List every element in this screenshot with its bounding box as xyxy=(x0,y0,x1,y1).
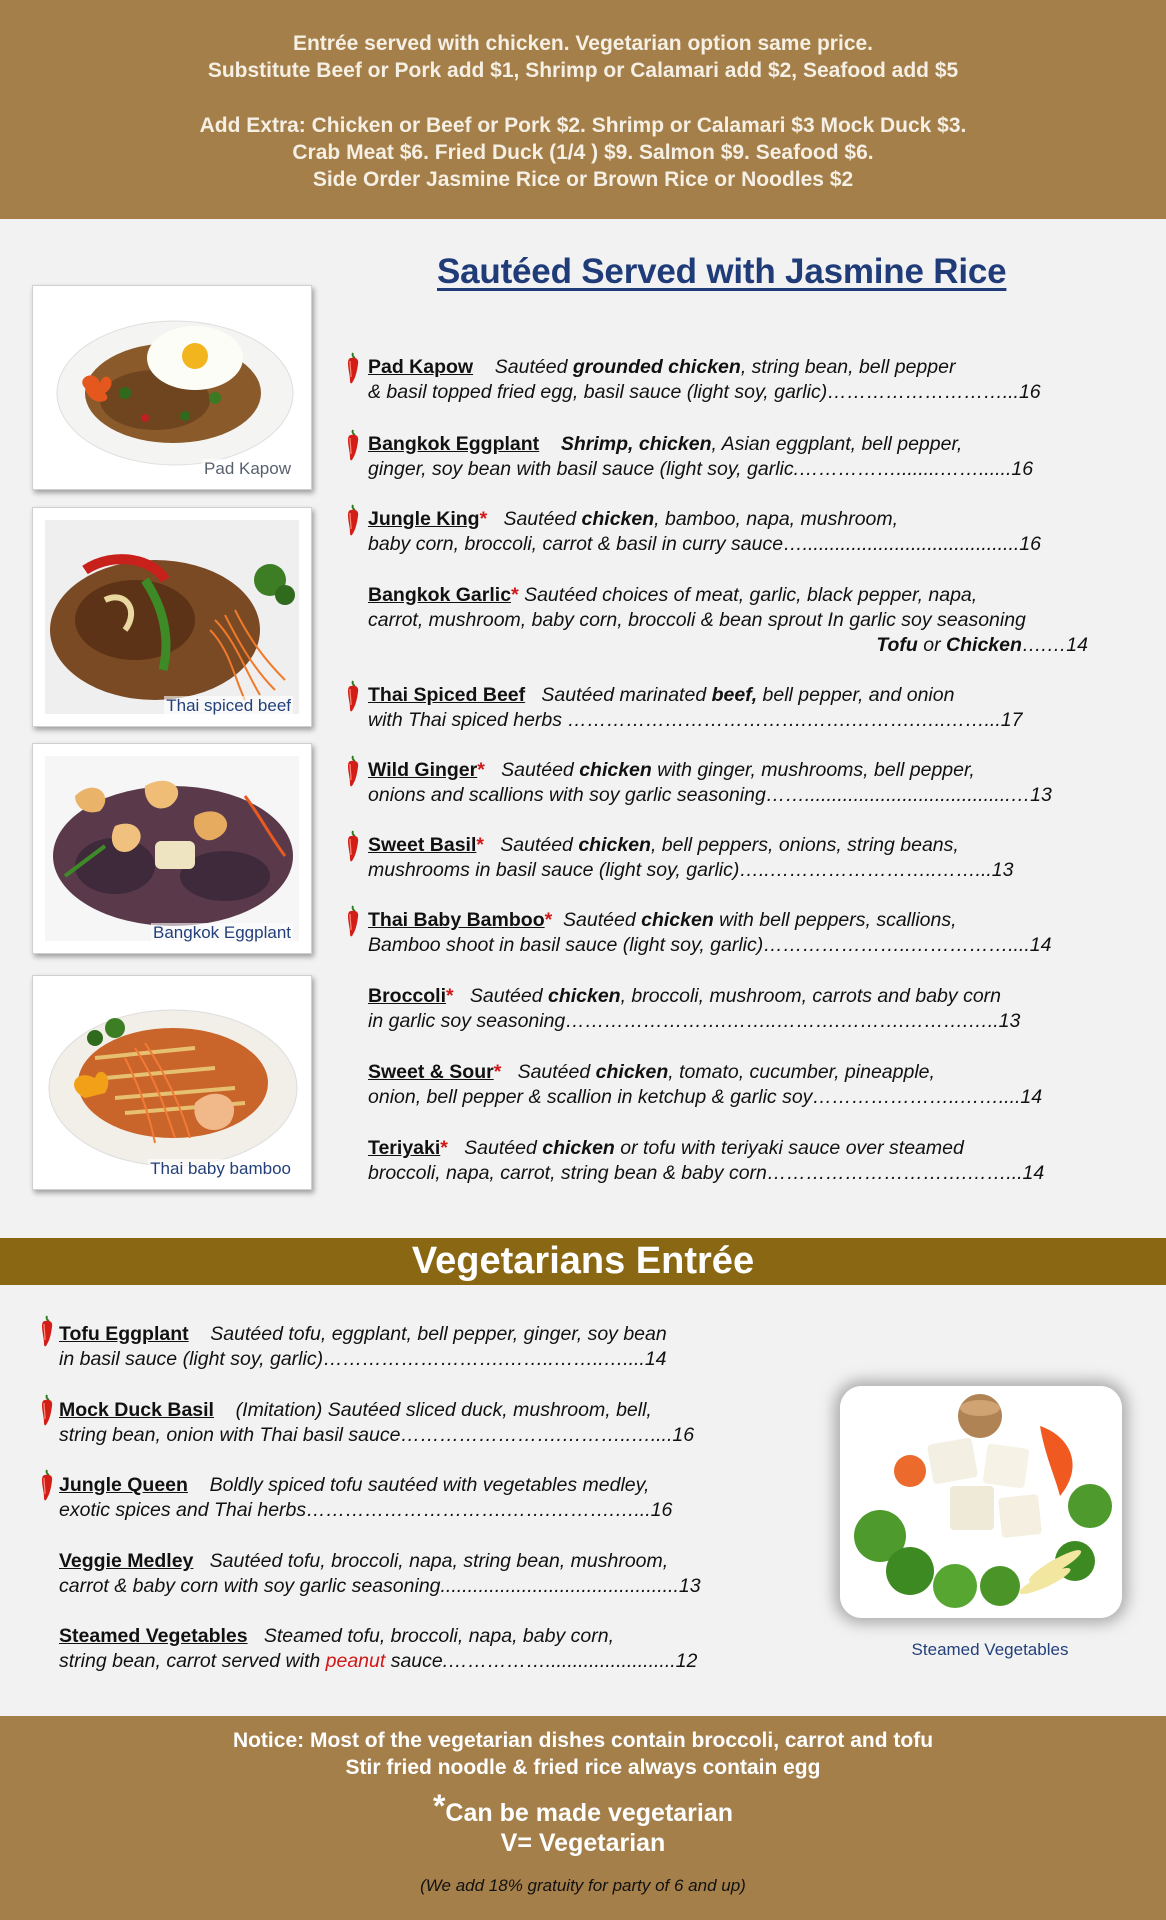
spicy-pepper-icon xyxy=(346,428,362,462)
peanut-highlight: peanut xyxy=(325,1650,386,1672)
item-desc: or tofu with teriyaki sauce over steamed xyxy=(614,1137,964,1159)
veg-item-mock-duck-basil xyxy=(59,1398,694,1448)
item-name: Jungle Queen xyxy=(59,1474,188,1496)
top-banner xyxy=(0,0,1166,219)
menu-item-bangkok-eggplant xyxy=(368,432,1033,482)
item-desc: , Asian eggplant, bell pepper, xyxy=(711,433,963,455)
photo-thai-baby-bamboo xyxy=(32,975,312,1190)
spicy-pepper-icon xyxy=(346,904,362,938)
item-desc-line2 xyxy=(59,1649,697,1674)
photo-pad-kapow xyxy=(32,285,312,490)
header-line-2: Substitute Beef or Pork add $1, Shrimp or Calamari add $2, Seafood add $5 xyxy=(207,59,959,82)
item-desc-line2: in basil sauce (light soy, garlic)……………………….……..……..…....14 xyxy=(59,1348,667,1370)
item-desc: , string bean, bell pepper xyxy=(740,356,956,378)
photo-caption: Bangkok Eggplant xyxy=(153,923,291,942)
thai-baby-bamboo-image xyxy=(45,988,299,1177)
item-desc: Boldly spiced tofu sautéed with vegetables medley, xyxy=(209,1474,650,1496)
veg-item-veggie-medley xyxy=(59,1549,701,1599)
steamed-vegetables-image xyxy=(840,1386,1122,1618)
spicy-pepper-icon xyxy=(346,503,362,537)
spicy-pepper-icon xyxy=(40,1393,56,1427)
item-desc: bell pepper, and onion xyxy=(757,684,955,706)
v-legend: V= Vegetarian xyxy=(500,1829,666,1857)
vegetarian-star: * xyxy=(479,508,488,530)
item-name: Pad Kapow xyxy=(368,356,474,378)
item-options-line xyxy=(368,633,1088,658)
item-name: Bangkok Eggplant xyxy=(368,433,540,455)
item-desc: Steamed tofu, broccoli, napa, baby corn, xyxy=(263,1625,614,1647)
spicy-pepper-icon xyxy=(346,829,362,863)
vegetarian-star: * xyxy=(476,834,484,856)
item-desc-bold: chicken xyxy=(579,759,652,781)
item-desc: Sautéed xyxy=(469,985,548,1007)
item-desc: Sautéed marinated xyxy=(541,684,712,706)
item-desc-bold: chicken xyxy=(547,985,621,1007)
item-desc: with bell peppers, scallions, xyxy=(713,909,957,931)
option-tofu: Tofu xyxy=(876,634,918,656)
item-desc-line2: & basil topped fried egg, basil sauce (light soy, garlic)………………………...16 xyxy=(368,381,1041,403)
veg-item-jungle-queen xyxy=(59,1473,672,1523)
menu-item-sweet-and-sour xyxy=(368,1060,1042,1110)
item-desc-bold: chicken xyxy=(595,1061,669,1083)
notice-line-1: Notice: Most of the vegetarian dishes contain broccoli, carrot and tofu xyxy=(232,1729,934,1752)
item-name: Jungle King xyxy=(368,508,480,530)
vegetarian-legend-text: Can be made vegetarian xyxy=(445,1799,734,1827)
item-desc: Sautéed xyxy=(517,1061,596,1083)
pad-kapow-image xyxy=(45,298,299,477)
item-desc-line2: with Thai spiced herbs ……………………………….…….……….…..……...17 xyxy=(368,709,1023,731)
item-name: Broccoli xyxy=(368,985,447,1007)
item-desc-line2: string bean, onion with Thai basil sauce…………………….………..…....16 xyxy=(59,1424,695,1446)
item-desc: Sautéed xyxy=(563,909,642,931)
item-name: Veggie Medley xyxy=(59,1550,194,1572)
menu-item-sweet-basil xyxy=(368,833,1013,883)
item-desc: (Imitation) Sautéed sliced duck, mushroom, bell, xyxy=(235,1399,652,1421)
item-name: Teriyaki xyxy=(368,1137,441,1159)
photo-caption: Pad Kapow xyxy=(204,459,291,478)
item-desc-line2: onions and scallions with soy garlic seasoning……......................................…13 xyxy=(368,784,1052,806)
photo-caption: Steamed Vegetables xyxy=(911,1640,1069,1659)
section-title: Sautéed Served with Jasmine Rice xyxy=(437,252,1007,291)
item-desc: Sautéed xyxy=(500,834,579,856)
header-line-1: Entrée served with chicken. Vegetarian option same price. xyxy=(292,32,874,55)
menu-item-thai-baby-bamboo xyxy=(368,908,1051,958)
item-price: ….…14 xyxy=(1021,634,1088,656)
item-desc: Sautéed xyxy=(494,356,573,378)
item-desc: , bell peppers, onions, string beans, xyxy=(650,834,959,856)
thai-spiced-beef-image xyxy=(45,520,299,714)
vegetarian-star: * xyxy=(544,909,553,931)
item-desc: , bamboo, napa, mushroom, xyxy=(654,508,899,530)
photo-caption: Thai spiced beef xyxy=(166,696,291,715)
menu-item-thai-spiced-beef xyxy=(368,683,1022,733)
item-desc: Sautéed tofu, eggplant, bell pepper, ginger, soy bean xyxy=(210,1323,667,1345)
spicy-pepper-icon xyxy=(346,351,362,385)
item-name: Steamed Vegetables xyxy=(59,1625,248,1647)
photo-thai-spiced-beef xyxy=(32,507,312,727)
item-name: Bangkok Garlic xyxy=(368,584,512,606)
notice-line-2: Stir fried noodle & fried rice always contain egg xyxy=(345,1756,821,1779)
spicy-pepper-icon xyxy=(346,754,362,788)
vegetarian-star: * xyxy=(440,1137,448,1159)
veg-item-tofu-eggplant xyxy=(59,1322,667,1372)
menu-item-pad-kapow xyxy=(368,355,1041,405)
veg-item-steamed-vegetables xyxy=(59,1624,697,1674)
item-desc-bold: chicken xyxy=(641,909,714,931)
item-desc-line2: Bamboo shoot in basil sauce (light soy, garlic)…………………..……………....14 xyxy=(368,934,1052,956)
vegetarian-star: * xyxy=(493,1061,502,1083)
vegetarian-legend xyxy=(0,1788,1166,1828)
vegetarian-star: * xyxy=(477,759,485,781)
vegetarian-star: * xyxy=(432,1788,446,1824)
item-desc: , tomato, cucumber, pineapple, xyxy=(668,1061,935,1083)
item-desc-bold: chicken xyxy=(581,508,655,530)
item-desc-bold: beef, xyxy=(711,684,758,706)
item-desc-line2: carrot & baby corn with soy garlic seasoning............................................13 xyxy=(59,1575,701,1597)
item-desc-line2: carrot, mushroom, baby corn, broccoli & bean sprout In garlic soy seasoning xyxy=(368,609,1026,631)
item-desc: string bean, carrot served with xyxy=(59,1650,326,1672)
item-desc-line2: onion, bell pepper & scallion in ketchup & garlic soy…………………..……....14 xyxy=(368,1086,1043,1108)
option-chicken: Chicken xyxy=(946,634,1022,656)
spicy-pepper-icon xyxy=(40,1314,56,1348)
item-name: Mock Duck Basil xyxy=(59,1399,214,1421)
vegetarian-section-title: Vegetarians Entrée xyxy=(0,1238,1166,1285)
item-name: Thai Spiced Beef xyxy=(368,684,526,706)
menu-item-jungle-king xyxy=(368,507,1041,557)
spicy-pepper-icon xyxy=(40,1468,56,1502)
bangkok-eggplant-image xyxy=(45,756,299,941)
item-desc: Sautéed choices of meat, garlic, black pepper, napa, xyxy=(524,584,978,606)
item-name: Tofu Eggplant xyxy=(59,1323,189,1345)
item-desc-line2: ginger, soy bean with basil sauce (light soy, garlic.……………........……......16 xyxy=(368,458,1034,480)
menu-item-broccoli xyxy=(368,984,1020,1034)
item-name: Sweet Basil xyxy=(368,834,477,856)
item-name: Thai Baby Bamboo xyxy=(368,909,545,931)
bottom-banner xyxy=(0,1716,1166,1920)
header-line-3: Add Extra: Chicken or Beef or Pork $2. Shrimp or Calamari $3 Mock Duck $3. xyxy=(199,114,967,137)
menu-item-bangkok-garlic xyxy=(368,583,1088,658)
header-line-4: Crab Meat $6. Fried Duck (1/4 ) $9. Salmon $9. Seafood $6. xyxy=(292,141,874,164)
item-desc: Sautéed xyxy=(464,1137,543,1159)
spicy-pepper-icon xyxy=(346,679,362,713)
item-desc-line2: baby corn, broccoli, carrot & basil in curry sauce…........................................16 xyxy=(368,533,1041,555)
item-desc-bold: grounded chicken xyxy=(572,356,741,378)
item-desc-bold: Shrimp, chicken xyxy=(560,433,712,455)
gratuity-note: (We add 18% gratuity for party of 6 and up) xyxy=(420,1876,746,1895)
item-desc: Sautéed xyxy=(501,759,580,781)
vegetarian-star: * xyxy=(446,985,454,1007)
photo-bangkok-eggplant xyxy=(32,743,312,954)
item-desc-line2: broccoli, napa, carrot, string bean & baby corn………………………….……...14 xyxy=(368,1162,1045,1184)
item-desc-bold: chicken xyxy=(542,1137,615,1159)
item-desc-line2: exotic spices and Thai herbs………………………….…….……….…...16 xyxy=(59,1499,673,1521)
menu-item-wild-ginger xyxy=(368,758,1052,808)
item-desc: Sautéed xyxy=(503,508,582,530)
item-name: Wild Ginger xyxy=(368,759,478,781)
photo-steamed-vegetables xyxy=(840,1386,1122,1618)
item-desc-line2: mushrooms in basil sauce (light soy, garlic)…..……………………..……...13 xyxy=(368,859,1014,881)
item-desc-line2: in garlic soy seasoning…………………….……..……….……….……….…..13 xyxy=(368,1010,1021,1032)
item-desc: sauce.……………........................12 xyxy=(385,1650,698,1672)
photo-caption: Thai baby bamboo xyxy=(150,1159,291,1178)
item-desc-bold: chicken xyxy=(578,834,651,856)
option-separator: or xyxy=(917,634,947,656)
item-desc: Sautéed tofu, broccoli, napa, string bean, mushroom, xyxy=(209,1550,669,1572)
item-desc: , broccoli, mushroom, carrots and baby corn xyxy=(620,985,1002,1007)
vegetarian-star: * xyxy=(511,584,519,606)
item-name: Sweet & Sour xyxy=(368,1061,494,1083)
header-line-5: Side Order Jasmine Rice or Brown Rice or Noodles $2 xyxy=(312,168,854,191)
item-desc: with ginger, mushrooms, bell pepper, xyxy=(651,759,975,781)
menu-item-teriyaki xyxy=(368,1136,1044,1186)
